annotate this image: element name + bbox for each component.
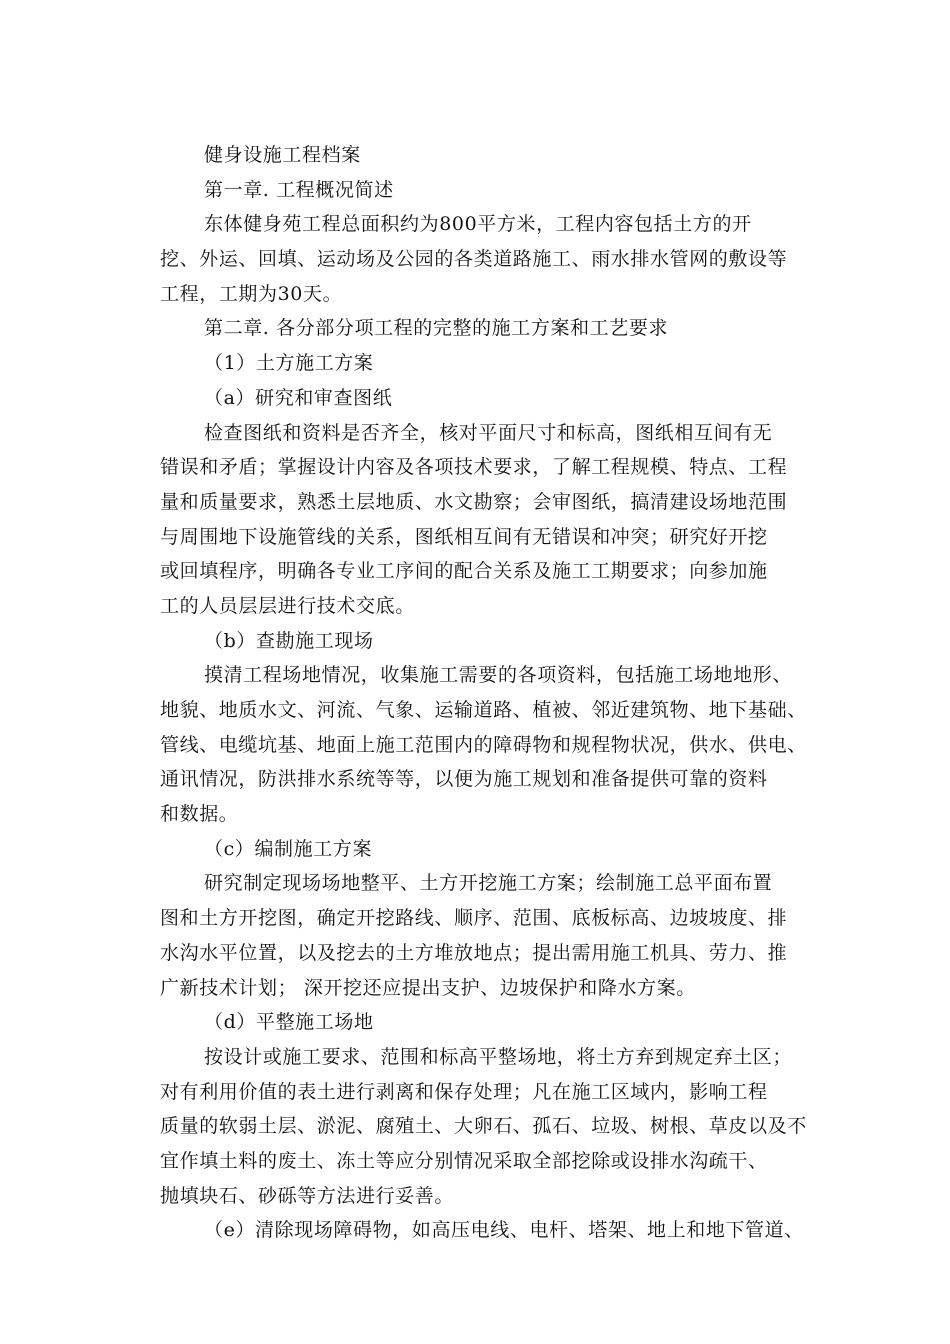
subsection-d-paragraph-line: 宜作填土料的废土、冻土等应分别情况采取全部挖除或设排水沟疏干、 [160,1149,768,1172]
subsection-d-heading: （d）平整施工场地 [204,1011,374,1034]
section-earthwork-heading: （1）土方施工方案 [204,352,374,375]
subsection-a-heading: （a）研究和审查图纸 [204,386,393,409]
subsection-a-paragraph-line: 工的人员层层进行技术交底。 [160,594,415,617]
subsection-c-paragraph-line: 图和土方开挖图，确定开挖路线、顺序、范围、底板标高、边坡坡度、排 [160,907,788,930]
chapter1-paragraph-line: 东体健身苑工程总面积约为800平方米，工程内容包括土方的开 [204,213,752,236]
chapter1-heading: 第一章. 工程概况简述 [204,178,394,201]
subsection-d-paragraph-line: 质量的软弱土层、淤泥、腐殖土、大卵石、孤石、垃圾、树根、草皮以及不 [160,1115,807,1138]
chapter2-heading: 第二章. 各分部分项工程的完整的施工方案和工艺要求 [204,317,669,340]
subsection-c-heading: （c）编制施工方案 [204,837,373,860]
subsection-b-paragraph-line: 地貌、地质水文、河流、气象、运输道路、植被、邻近建筑物、地下基础、 [160,699,807,721]
chapter1-paragraph-line: 工程，工期为30天。 [160,282,343,305]
subsection-c-paragraph-line: 广新技术计划； 深开挖还应提出支护、边坡保护和降水方案。 [160,976,696,999]
subsection-e-line: （e）清除现场障碍物，如高压电线、电杆、塔架、地上和地下管道、 [204,1219,804,1242]
subsection-a-paragraph-line: 错误和矛盾；掌握设计内容及各项技术要求，了解工程规模、特点、工程 [160,456,788,479]
subsection-a-paragraph-line: 与周围地下设施管线的关系，图纸相互间有无错误和冲突；研究好开挖 [160,525,768,548]
subsection-d-paragraph-line: 抛填块石、砂砾等方法进行妥善。 [160,1184,455,1207]
subsection-a-paragraph-line: 量和质量要求，熟悉土层地质、水文勘察；会审图纸，搞清建设场地范围 [160,490,788,513]
subsection-b-paragraph-line: 通讯情况，防洪排水系统等等，以便为施工规划和准备提供可靠的资料 [160,768,768,791]
subsection-b-paragraph-line: 摸清工程场地情况，收集施工需要的各项资料，包括施工场地地形、 [204,664,793,687]
document-body [160,138,860,1248]
subsection-c-paragraph-line: 研究制定现场场地整平、土方开挖施工方案；绘制施工总平面布置 [204,872,773,895]
subsection-c-paragraph-line: 水沟水平位置，以及挖去的土方堆放地点；提出需用施工机具、劳力、推 [160,941,788,964]
subsection-b-paragraph-line: 和数据。 [160,803,239,826]
subsection-a-paragraph-line: 检查图纸和资料是否齐全，核对平面尺寸和标高，图纸相互间有无 [204,421,773,444]
subsection-a-paragraph-line: 或回填程序，明确各专业工序间的配合关系及施工工期要求；向参加施 [160,560,768,583]
subsection-b-paragraph-line: 管线、电缆坑基、地面上施工范围内的障碍物和规程物状况，供水、供电、 [160,733,807,756]
subsection-d-paragraph-line: 按设计或施工要求、范围和标高平整场地，将土方弃到规定弃土区； [204,1045,793,1068]
chapter1-paragraph-line: 挖、外运、回填、运动场及公园的各类道路施工、雨水排水管网的敷设等 [160,248,788,271]
document-title: 健身设施工程档案 [204,144,361,166]
subsection-b-heading: （b）查勘施工现场 [204,629,374,652]
subsection-d-paragraph-line: 对有利用价值的表土进行剥离和保存处理；凡在施工区域内，影响工程 [160,1080,768,1103]
